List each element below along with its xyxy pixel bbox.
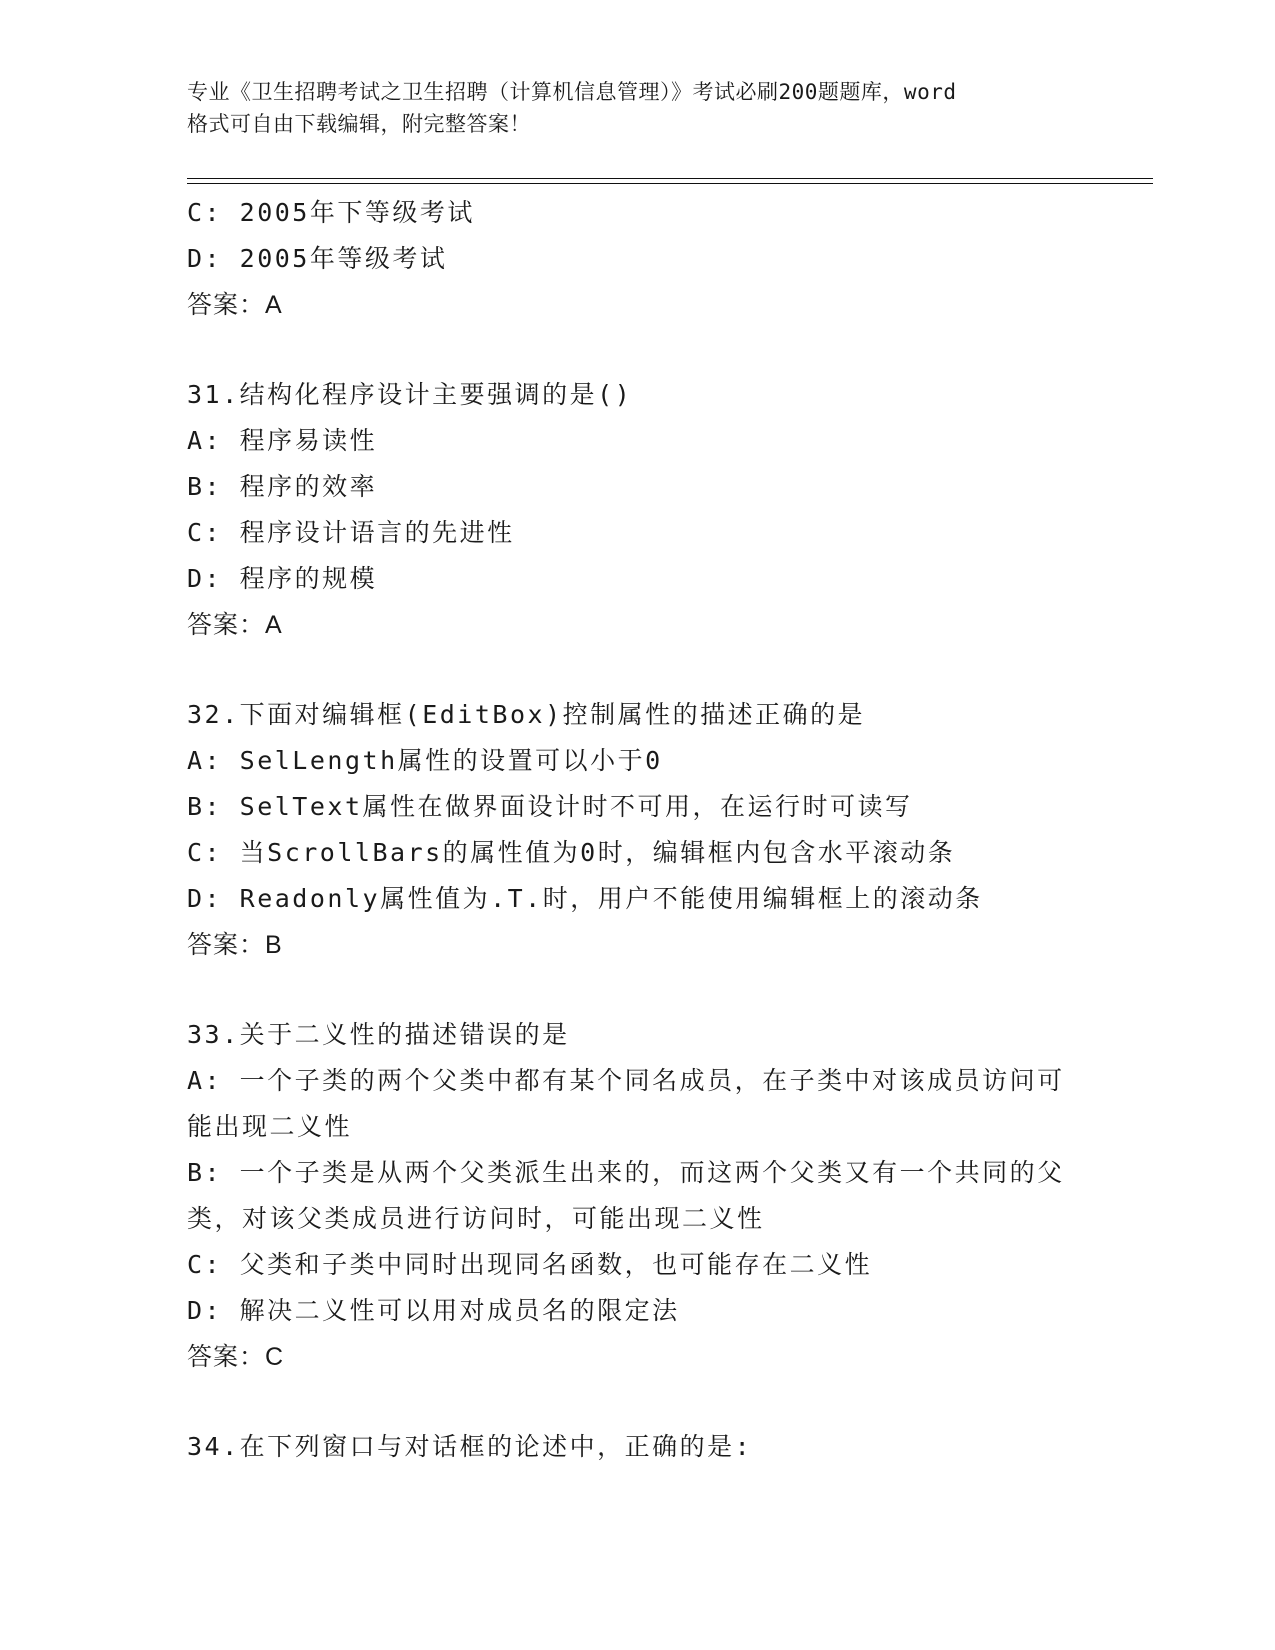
question-title: 32.下面对编辑框(EditBox)控制属性的描述正确的是 [187, 700, 866, 729]
answer-line: 答案：C [187, 1343, 285, 1371]
previous-question-tail [187, 190, 1087, 328]
answer-line: 答案：B [187, 931, 283, 959]
answer-line: 答案：A [187, 611, 283, 639]
question-title: 34.在下列窗口与对话框的论述中，正确的是: [187, 1432, 753, 1461]
question-title: 33.关于二义性的描述错误的是 [187, 1020, 570, 1049]
option-b: B: SelText属性在做界面设计时不可用，在运行时可读写 [187, 792, 913, 821]
document-header [187, 76, 1087, 140]
option-d: D: 程序的规模 [187, 564, 378, 593]
header-divider-bottom [187, 183, 1153, 184]
header-line-2: 格式可自由下载编辑，附完整答案！ [187, 112, 531, 136]
question-33 [187, 1012, 1087, 1380]
option-c: C: 父类和子类中同时出现同名函数，也可能存在二义性 [187, 1250, 873, 1279]
option-c: C: 2005年下等级考试 [187, 198, 475, 227]
option-d: D: Readonly属性值为.T.时，用户不能使用编辑框上的滚动条 [187, 884, 983, 913]
option-d: D: 2005年等级考试 [187, 244, 448, 273]
question-31 [187, 372, 1087, 648]
option-a: A: 一个子类的两个父类中都有某个同名成员，在子类中对该成员访问可能出现二义性 [187, 1066, 1065, 1141]
option-b: B: 一个子类是从两个父类派生出来的，而这两个父类又有一个共同的父类，对该父类成员进行访问时，可能出现二义性 [187, 1158, 1065, 1233]
option-a: A: SelLength属性的设置可以小于0 [187, 746, 663, 775]
answer-line: 答案：A [187, 291, 283, 319]
option-c: C: 程序设计语言的先进性 [187, 518, 515, 547]
question-34 [187, 1424, 1087, 1470]
question-title: 31.结构化程序设计主要强调的是() [187, 380, 633, 409]
header-line-1: 专业《卫生招聘考试之卫生招聘（计算机信息管理）》考试必刷200题题库，word [187, 80, 957, 104]
option-c: C: 当ScrollBars的属性值为0时，编辑框内包含水平滚动条 [187, 838, 956, 867]
option-b: B: 程序的效率 [187, 472, 378, 501]
question-list [187, 190, 1087, 1470]
question-32 [187, 692, 1087, 968]
option-a: A: 程序易读性 [187, 426, 378, 455]
header-divider-top [187, 178, 1153, 179]
option-d: D: 解决二义性可以用对成员名的限定法 [187, 1296, 680, 1325]
